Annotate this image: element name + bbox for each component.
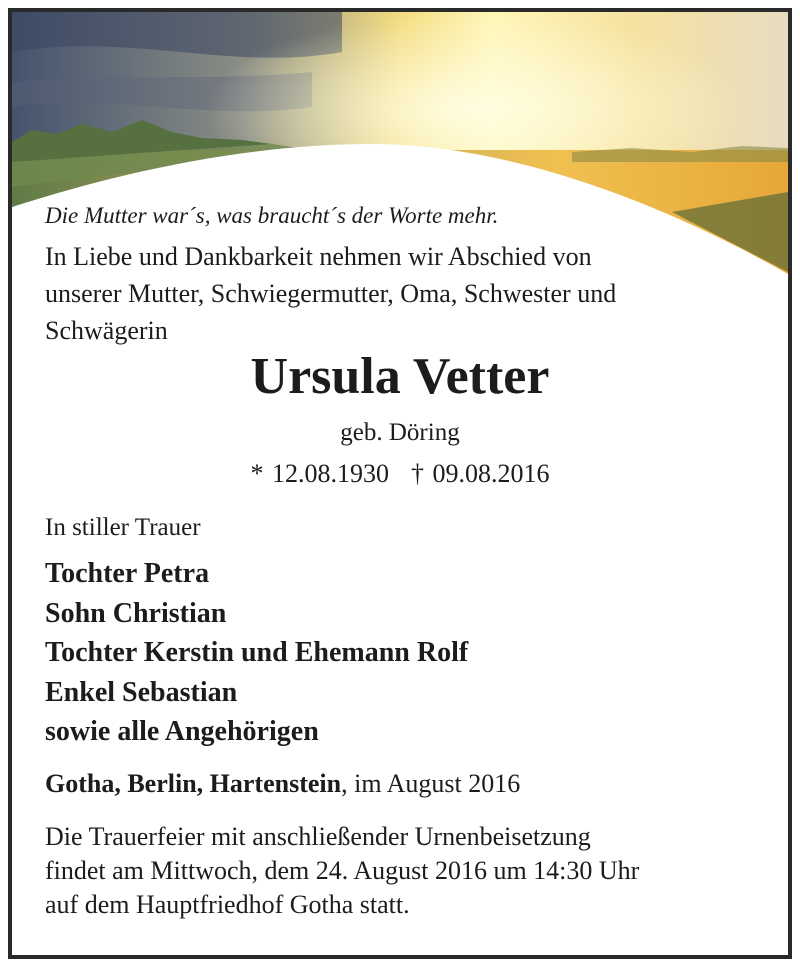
mourner-item: Tochter Petra <box>45 558 210 589</box>
mourner-item: Enkel Sebastian <box>45 676 238 708</box>
intro-line: In Liebe und Dankbarkeit nehmen wir Abschied von <box>45 242 592 271</box>
obituary-content <box>12 12 788 955</box>
funeral-line: Die Trauerfeier mit anschließender Urnenbeisetzung <box>45 822 591 851</box>
maiden-name: geb. Döring <box>340 419 460 446</box>
intro-line: Schwägerin <box>45 316 168 345</box>
birth-date: * 12.08.1930 <box>250 459 389 488</box>
mourning-line: In stiller Trauer <box>45 514 201 541</box>
motto: Die Mutter war´s, was braucht´s der Worte mehr. <box>45 203 499 228</box>
place-date <box>45 769 520 799</box>
obituary-frame <box>8 8 792 959</box>
deceased-name: Ursula Vetter <box>250 348 550 405</box>
mourner-item: Sohn Christian <box>45 597 227 629</box>
mourner-item: Tochter Kerstin und Ehemann Rolf <box>45 637 469 668</box>
funeral-info <box>45 820 775 922</box>
funeral-line: findet am Mittwoch, dem 24. August 2016 um 14:30 Uhr <box>45 856 640 885</box>
life-dates <box>12 459 788 489</box>
date-suffix: , im August 2016 <box>341 769 521 798</box>
death-date: † 09.08.2016 <box>411 459 550 488</box>
intro-text <box>45 238 765 349</box>
mourner-item: sowie alle Angehörigen <box>45 716 319 747</box>
intro-line: unserer Mutter, Schwiegermutter, Oma, Schwester und <box>45 279 617 308</box>
funeral-line: auf dem Hauptfriedhof Gotha statt. <box>45 890 410 919</box>
mourners-list <box>45 554 468 752</box>
places: Gotha, Berlin, Hartenstein <box>45 769 342 798</box>
